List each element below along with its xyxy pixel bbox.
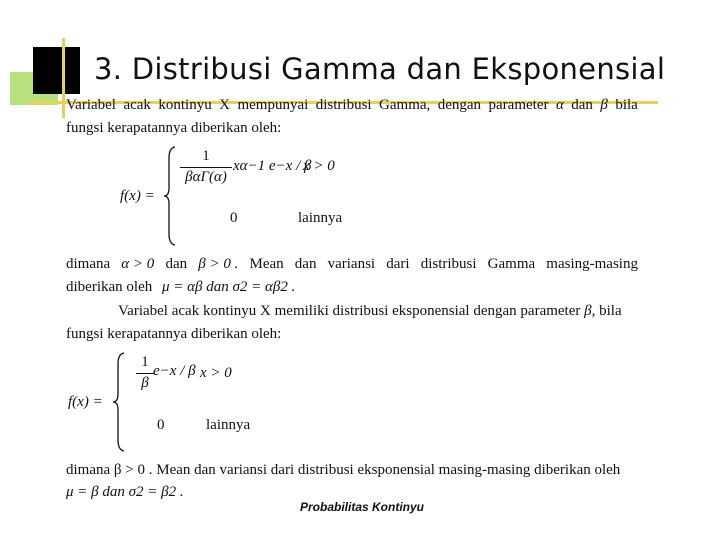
word: parameter: [488, 97, 549, 113]
beta-symbol: β: [584, 303, 592, 319]
gamma-where-line: [66, 256, 638, 273]
exp-zero: 0: [157, 417, 165, 433]
slide-title: 3. Distribusi Gamma dan Eksponensial: [94, 52, 666, 86]
word: masing-masing: [546, 256, 638, 272]
accent-vertical-line: [62, 38, 65, 118]
beta-condition: β > 0 .: [198, 256, 239, 272]
alpha-condition: α > 0: [121, 256, 155, 272]
word: mempunyai: [237, 97, 309, 113]
gamma-moments: μ = αβ dan σ2 = αβ2 .: [162, 279, 296, 295]
alpha-symbol: α: [555, 97, 564, 113]
gamma-given-prefix: diberikan oleh: [66, 279, 153, 295]
exp-intro-line2: fungsi kerapatannya diberikan oleh:: [66, 326, 282, 342]
word: dari: [386, 256, 410, 272]
word: bila: [615, 97, 638, 113]
word: Mean: [249, 256, 284, 272]
word: acak: [123, 97, 151, 113]
exp-denominator: β: [136, 373, 154, 392]
gamma-fraction: [180, 148, 232, 186]
phrase: , bila: [591, 303, 622, 319]
exp-condition-positive: x > 0: [200, 365, 232, 381]
exp-moments: μ = β dan σ2 = β2 .: [66, 484, 184, 500]
word: Gamma,: [379, 97, 431, 113]
exp-f-label: f(x) =: [68, 394, 103, 410]
word: X: [219, 97, 231, 113]
exp-condition-otherwise: lainnya: [206, 417, 251, 433]
phrase: Variabel acak kontinyu X memiliki distribusi eksponensial dengan parameter: [118, 303, 581, 319]
beta-symbol: β: [600, 97, 608, 113]
gamma-intro-line1: [66, 97, 638, 114]
gamma-expression: xα−1 e−x / β: [233, 158, 312, 174]
gamma-denominator: βαΓ(α): [180, 167, 232, 186]
word: dengan: [437, 97, 482, 113]
word: dimana: [66, 256, 111, 272]
word: variansi: [327, 256, 376, 272]
exp-fraction: [136, 354, 154, 392]
exp-numerator: 1: [141, 354, 149, 370]
word: dan: [294, 256, 317, 272]
exp-brace: [112, 352, 126, 452]
word: distribusi: [420, 256, 477, 272]
gamma-zero: 0: [230, 210, 238, 226]
word: dan: [571, 97, 593, 113]
gamma-numerator: 1: [202, 148, 210, 164]
accent-black-square: [33, 47, 80, 94]
gamma-condition-positive: x > 0: [303, 158, 335, 174]
word: kontinyu: [158, 97, 212, 113]
word: distribusi: [315, 97, 372, 113]
word: Gamma: [487, 256, 536, 272]
word: dan: [165, 256, 188, 272]
exp-expression: e−x / β: [153, 363, 196, 379]
gamma-brace: [163, 146, 177, 246]
word: Variabel: [66, 97, 116, 113]
gamma-f-label: f(x) =: [120, 188, 155, 204]
gamma-condition-otherwise: lainnya: [298, 210, 343, 226]
gamma-intro-line2: fungsi kerapatannya diberikan oleh:: [66, 120, 282, 136]
exp-intro-line1: [118, 303, 622, 320]
exp-where-line: dimana β > 0 . Mean dan variansi dari distribusi eksponensial masing-masing diberikan oleh: [66, 462, 621, 478]
slide-footer: Probabilitas Kontinyu: [300, 500, 425, 514]
